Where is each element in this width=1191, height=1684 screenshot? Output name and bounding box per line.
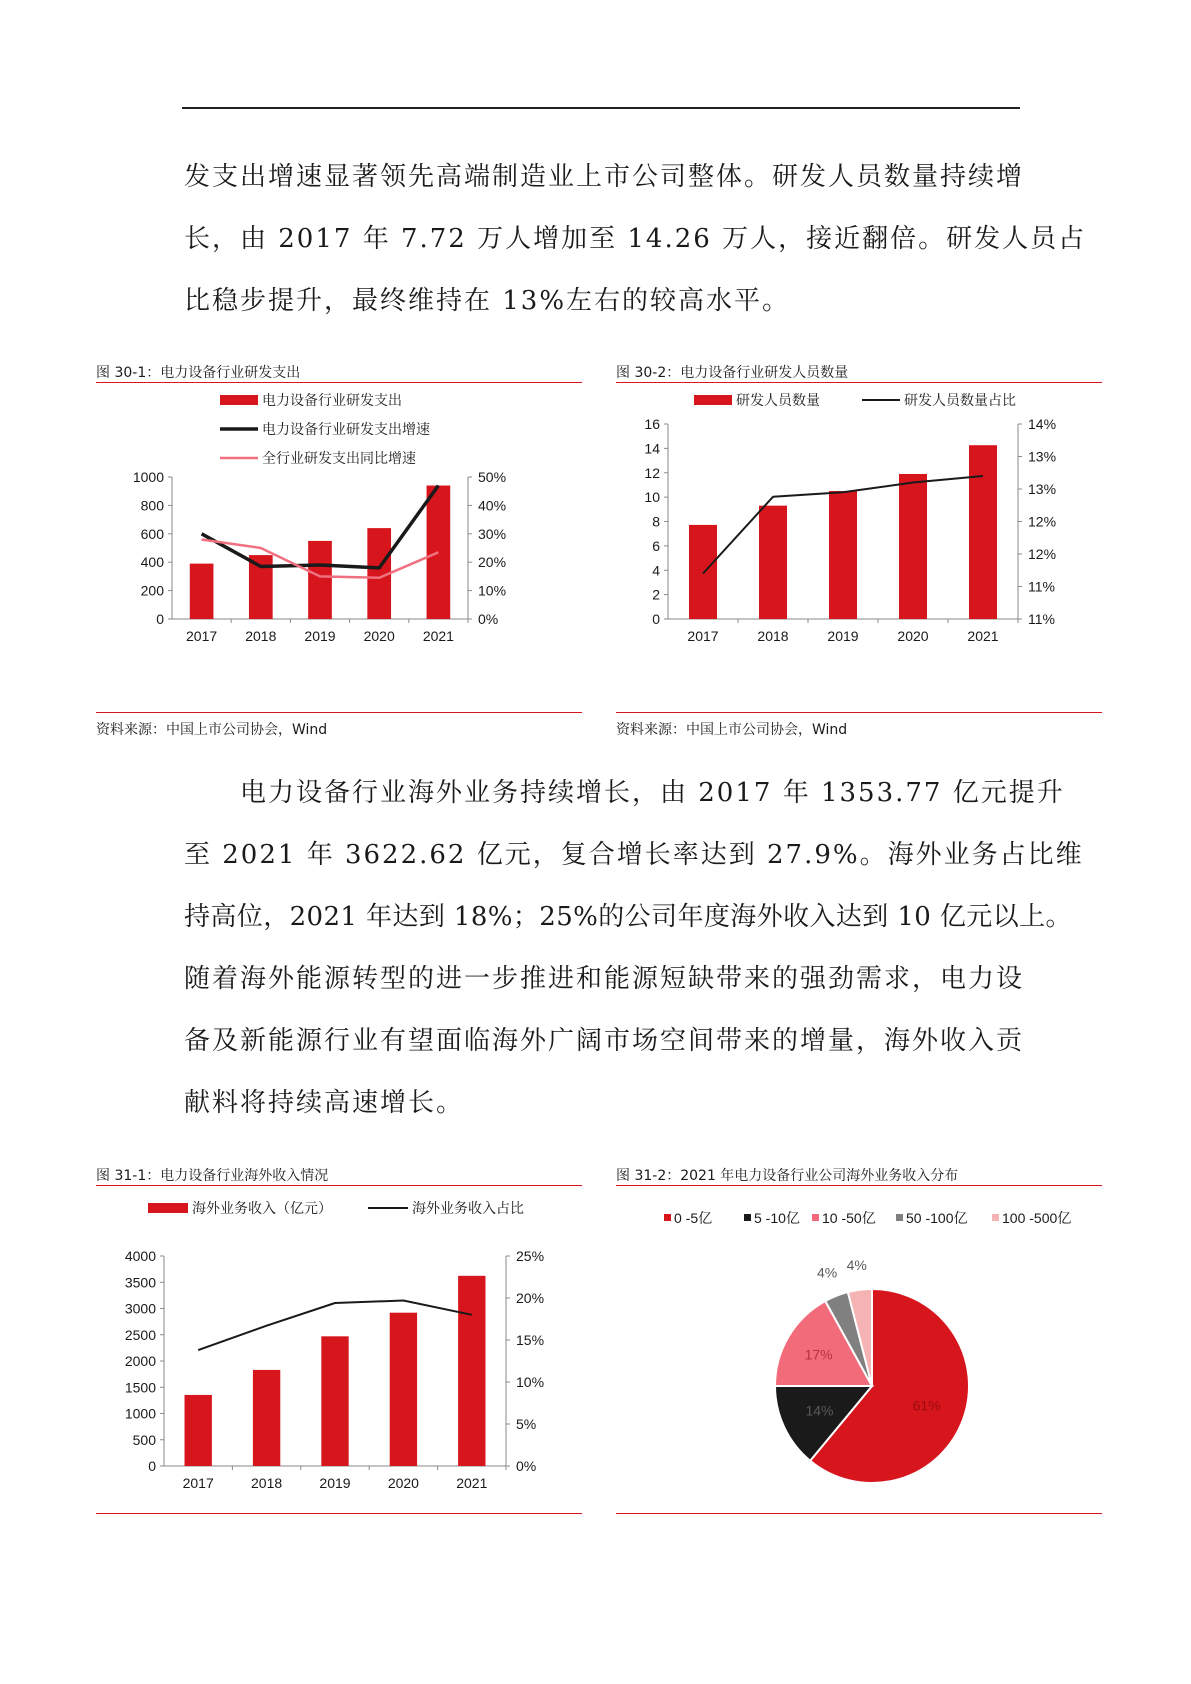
y2-tick-label: 20% (516, 1290, 545, 1306)
pie-data-label: 61% (912, 1397, 941, 1414)
y-tick-label: 0 (148, 1458, 156, 1474)
figure-30-2-chart (616, 390, 1106, 702)
paragraph-line: 电力设备行业海外业务持续增长，由 2017 年 1353.77 亿元提升 (240, 778, 1065, 808)
bar (969, 445, 997, 619)
bar (829, 491, 857, 619)
x-tick-label: 2020 (897, 628, 929, 644)
y-tick-label: 6 (652, 537, 660, 554)
y-tick-label: 10 (644, 489, 660, 506)
bar (185, 1395, 212, 1466)
paragraph-line: 备及新能源行业有望面临海外广阔市场空间带来的增量，海外收入贡 (184, 1026, 1025, 1056)
y2-tick-label: 0% (516, 1458, 537, 1474)
legend-label: 100 -500亿 (1002, 1210, 1072, 1226)
y2-tick-label: 11% (1028, 611, 1055, 627)
x-tick-label: 2021 (422, 628, 454, 644)
y2-tick-label: 13% (1028, 481, 1057, 497)
y-tick-label: 1500 (124, 1379, 156, 1396)
paragraph-line: 至 2021 年 3622.62 亿元，复合增长率达到 27.9%。海外业务占比维 (184, 840, 1084, 870)
legend-swatch (694, 395, 732, 405)
x-tick-label: 2018 (757, 628, 789, 644)
x-tick-label: 2018 (251, 1475, 283, 1491)
y-tick-label: 4 (652, 562, 660, 579)
y2-tick-label: 30% (478, 525, 507, 542)
x-tick-label: 2018 (245, 628, 277, 644)
paragraph-1 (184, 146, 1087, 332)
y2-tick-label: 20% (478, 554, 507, 571)
bar (308, 541, 332, 619)
bar (321, 1336, 348, 1466)
legend-swatch (992, 1214, 999, 1221)
top-rule (182, 107, 1020, 109)
y2-tick-label: 25% (516, 1248, 545, 1264)
y2-tick-label: 5% (516, 1416, 537, 1432)
y-tick-label: 600 (140, 525, 164, 542)
figure-31-2-chart (616, 1193, 1106, 1505)
figure-31-1-title: 图 31-1：电力设备行业海外收入情况 (96, 1168, 329, 1184)
pie-data-label: 4% (816, 1264, 838, 1281)
figure-31-1-bottom-rule (96, 1513, 582, 1514)
legend-swatch (744, 1214, 751, 1221)
bar (190, 564, 214, 619)
paragraph-line: 比稳步提升，最终维持在 13%左右的较高水平。 (184, 286, 791, 316)
paragraph-line: 长，由 2017 年 7.72 万人增加至 14.26 万人，接近翻倍。研发人员占 (184, 224, 1087, 254)
y2-tick-label: 12% (1028, 546, 1057, 562)
legend-label: 0 -5亿 (674, 1210, 713, 1226)
x-tick-label: 2019 (304, 628, 336, 644)
legend-label: 电力设备行业研发支出 (262, 392, 402, 408)
y-tick-label: 14 (644, 440, 660, 457)
bar (390, 1313, 417, 1466)
legend-label: 海外业务收入占比 (412, 1200, 524, 1216)
figure-31-2-title: 图 31-2：2021 年电力设备行业公司海外业务收入分布 (616, 1168, 959, 1184)
pie-data-label: 4% (846, 1257, 867, 1273)
figure-31-2-bottom-rule (616, 1513, 1102, 1514)
y2-tick-label: 12% (1028, 513, 1057, 530)
legend-label: 电力设备行业研发支出增速 (262, 421, 430, 437)
legend-swatch (664, 1214, 671, 1221)
y2-tick-label: 13% (1028, 448, 1057, 465)
y-tick-label: 0 (156, 611, 164, 627)
x-tick-label: 2017 (687, 628, 719, 644)
figure-30-2-source: 资料来源：中国上市公司协会，Wind (616, 722, 848, 738)
figure-30-2-bottom-rule (616, 712, 1102, 713)
y-tick-label: 12 (644, 464, 660, 481)
legend-label: 5 -10亿 (754, 1210, 800, 1226)
y2-tick-label: 10% (478, 582, 507, 599)
legend-label: 50 -100亿 (906, 1210, 968, 1226)
figure-30-1-bottom-rule (96, 712, 582, 713)
y2-tick-label: 15% (516, 1332, 545, 1348)
bar (458, 1276, 485, 1466)
legend-swatch (812, 1214, 819, 1221)
bar (899, 474, 927, 619)
figure-30-1-title: 图 30-1：电力设备行业研发支出 (96, 365, 301, 381)
figure-31-1-top-rule (96, 1185, 582, 1186)
legend-swatch (896, 1214, 903, 1221)
y-tick-label: 0 (652, 611, 660, 627)
y2-tick-label: 50% (478, 469, 507, 485)
legend-swatch (148, 1203, 188, 1213)
legend-swatch (220, 395, 258, 405)
bar (759, 506, 787, 619)
y-tick-label: 400 (140, 554, 164, 571)
y-tick-label: 2000 (124, 1353, 156, 1369)
legend-label: 10 -50亿 (822, 1210, 876, 1226)
paragraph-line: 献料将持续高速增长。 (184, 1088, 465, 1118)
pie-data-label: 14% (805, 1402, 834, 1419)
x-tick-label: 2017 (186, 628, 218, 644)
x-tick-label: 2019 (319, 1475, 351, 1491)
bar (427, 486, 451, 619)
paragraph-line: 发支出增速显著领先高端制造业上市公司整体。研发人员数量持续增 (184, 162, 1025, 192)
x-tick-label: 2020 (387, 1475, 419, 1491)
y-tick-label: 4000 (124, 1248, 156, 1264)
bar (689, 525, 717, 619)
y-tick-label: 500 (132, 1431, 156, 1448)
y-tick-label: 200 (140, 582, 164, 599)
y2-tick-label: 0% (478, 611, 499, 627)
y-tick-label: 800 (140, 497, 164, 514)
paragraph-line: 持高位，2021 年达到 18%；25%的公司年度海外收入达到 10 亿元以上。 (184, 902, 1072, 932)
figure-31-1-chart (96, 1193, 586, 1505)
y2-tick-label: 11% (1028, 578, 1055, 595)
x-tick-label: 2021 (967, 628, 999, 644)
y-tick-label: 1000 (124, 1405, 156, 1422)
y2-tick-label: 10% (516, 1374, 545, 1390)
figure-30-1-source: 资料来源：中国上市公司协会，Wind (96, 722, 328, 738)
legend-label: 全行业研发支出同比增速 (262, 450, 416, 466)
bar (253, 1370, 280, 1466)
legend-label: 研发人员数量占比 (904, 392, 1016, 408)
legend-label: 研发人员数量 (736, 392, 820, 408)
y2-tick-label: 40% (478, 497, 507, 514)
figure-30-2-top-rule (616, 382, 1102, 383)
y-tick-label: 8 (652, 513, 660, 530)
figure-30-1-top-rule (96, 382, 582, 383)
legend-label: 海外业务收入（亿元） (192, 1200, 332, 1216)
y2-tick-label: 14% (1028, 416, 1057, 432)
figure-30-1-chart (96, 390, 586, 702)
figure-30-2-title: 图 30-2：电力设备行业研发人员数量 (616, 365, 849, 381)
y-tick-label: 2500 (124, 1326, 156, 1343)
x-tick-label: 2021 (456, 1475, 488, 1491)
y-tick-label: 2 (652, 586, 660, 603)
x-tick-label: 2017 (182, 1475, 214, 1491)
paragraph-line: 随着海外能源转型的进一步推进和能源短缺带来的强劲需求，电力设 (184, 964, 1025, 994)
x-tick-label: 2020 (363, 628, 395, 644)
y-tick-label: 3000 (124, 1300, 156, 1317)
y-tick-label: 16 (644, 416, 660, 432)
y-tick-label: 3500 (124, 1274, 156, 1291)
figure-31-2-top-rule (616, 1185, 1102, 1186)
paragraph-2 (184, 762, 1084, 1134)
pie-data-label: 17% (804, 1346, 833, 1363)
y-tick-label: 1000 (132, 469, 164, 485)
x-tick-label: 2019 (827, 628, 859, 644)
